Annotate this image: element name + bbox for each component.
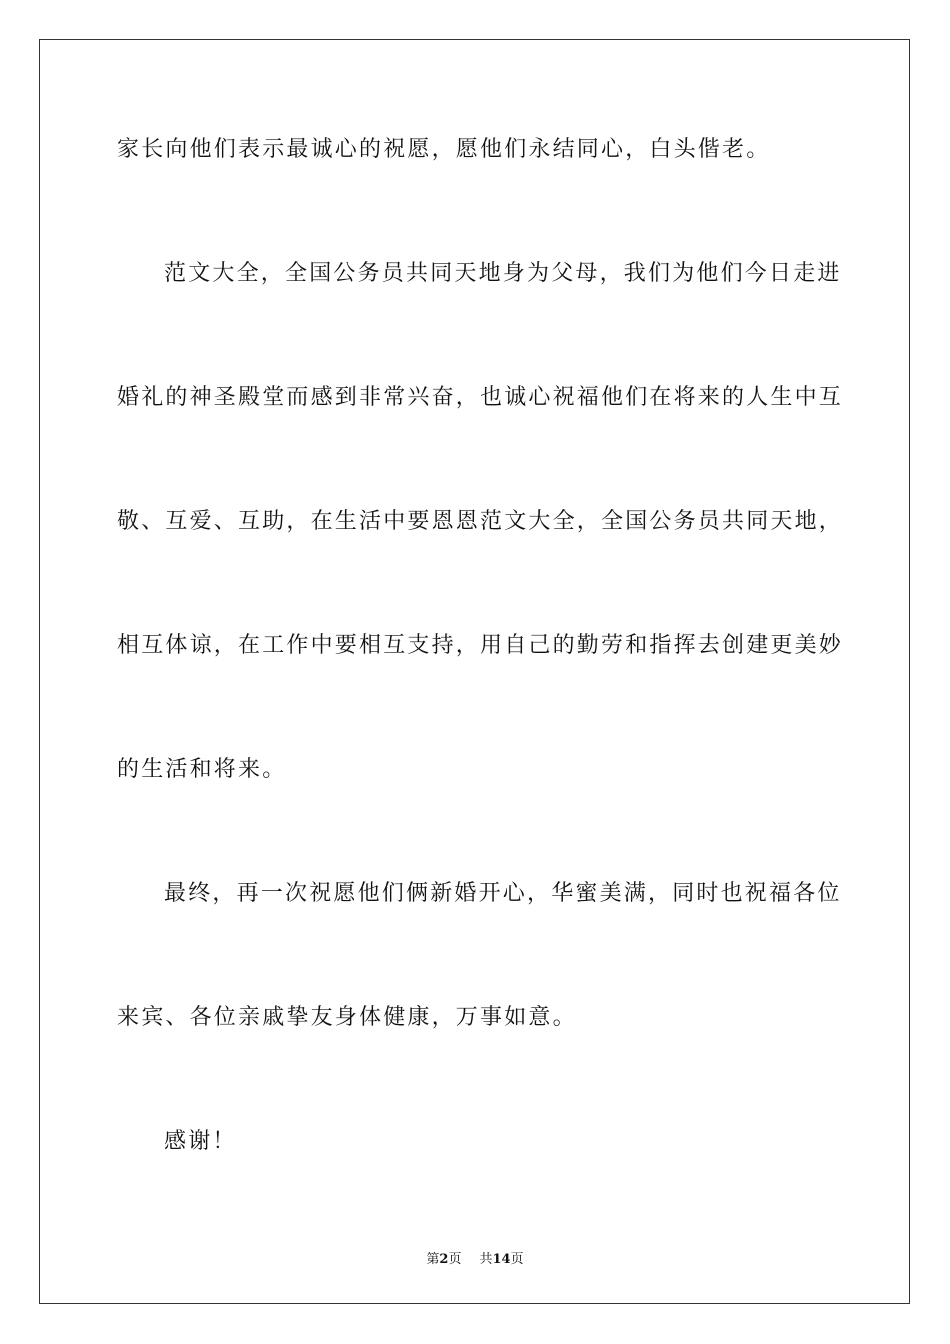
- page-total: 14: [492, 1252, 511, 1267]
- page-prefix: 第: [426, 1252, 440, 1267]
- total-suffix: 页: [510, 1252, 524, 1267]
- page-current: 2: [439, 1252, 449, 1267]
- page-footer: [0, 1248, 950, 1267]
- paragraph-line: 感谢！: [164, 1129, 237, 1154]
- total-prefix: 共: [479, 1252, 493, 1267]
- paragraph-line: 家长向他们表示最诚心的祝愿，愿他们永结同心，白头偕老。: [117, 137, 771, 162]
- paragraph-line: 婚礼的神圣殿堂而感到非常兴奋，也诚心祝福他们在将来的人生中互: [117, 385, 844, 410]
- page-border: [39, 39, 910, 1304]
- paragraph-line: 最终，再一次祝愿他们俩新婚开心，华蜜美满，同时也祝福各位: [164, 881, 842, 906]
- paragraph-line: 敬、互爱、互助，在生活中要恩恩范文大全，全国公务员共同天地，: [117, 509, 844, 534]
- paragraph-line: 相互体谅，在工作中要相互支持，用自己的勤劳和指挥去创建更美妙: [117, 633, 844, 658]
- paragraph-line: 来宾、各位亲戚挚友身体健康，万事如意。: [117, 1005, 577, 1030]
- paragraph-line: 的生活和将来。: [117, 757, 287, 782]
- page-suffix: 页: [448, 1252, 462, 1267]
- paragraph-line: 范文大全，全国公务员共同天地身为父母，我们为他们今日走进: [164, 261, 842, 286]
